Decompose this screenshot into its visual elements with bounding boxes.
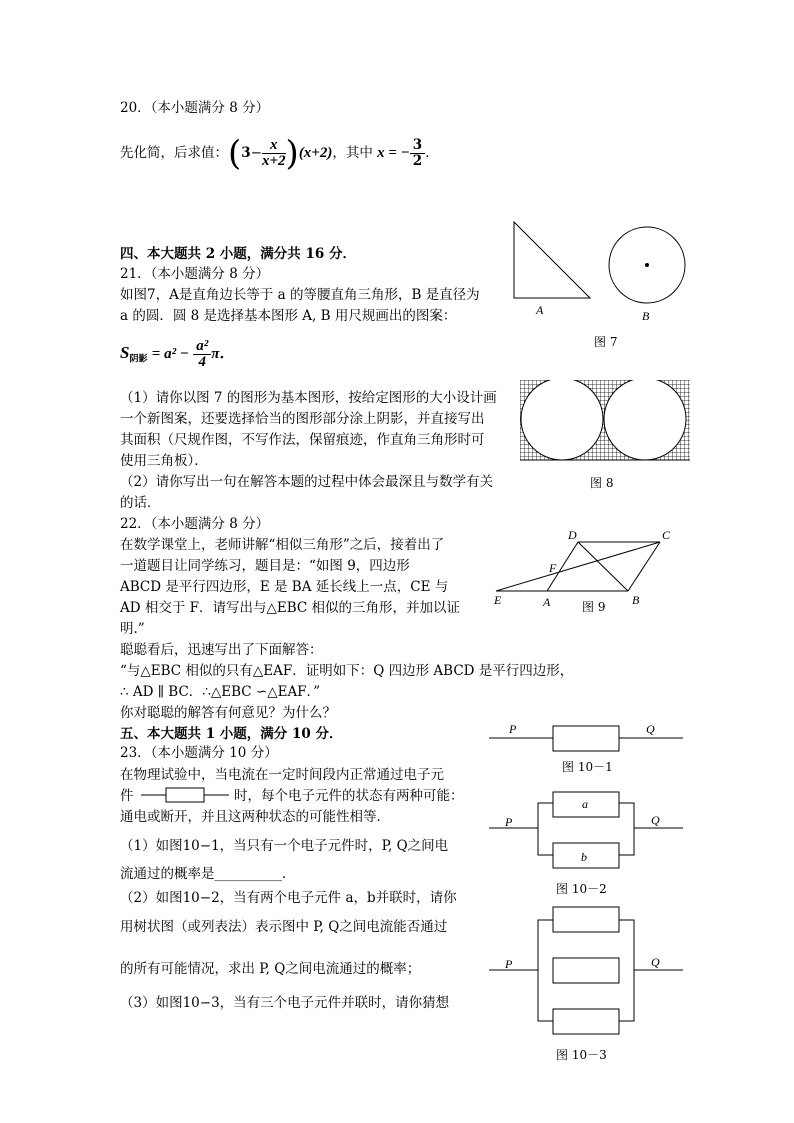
q22-line7: “与△EBC 相似的只有△EAF．证明如下：Q 四边形 ABCD 是平行四边形， bbox=[120, 663, 574, 679]
q23-part2-line1: （2）如图10−2，当有两个电子元件 a，b并联时，请你 bbox=[120, 890, 457, 906]
fig9-point-f: F bbox=[549, 561, 557, 575]
q22-line4: AD 相交于 F．请写出与△EBC 相似的三角形，并加以证 bbox=[120, 600, 461, 616]
q21-part1-line2: 一个新图案，还要选择恰当的图形部分涂上阴影，并直接写出 bbox=[120, 411, 485, 427]
fig10-3-element-3 bbox=[553, 1009, 619, 1034]
q20-frac-den: x+2 bbox=[261, 153, 286, 169]
fig10-1-caption: 图 10－1 bbox=[562, 760, 613, 774]
fig7-label-b: B bbox=[642, 309, 650, 323]
q21-part1-line4: 使用三角板）． bbox=[120, 453, 208, 469]
fig10-2-p: P bbox=[505, 815, 513, 829]
q20-factor: (x+2) bbox=[298, 145, 333, 161]
fig9-point-d: D bbox=[568, 528, 577, 542]
q21-part2-line2: 的话． bbox=[120, 495, 161, 511]
fig9-line-db bbox=[578, 542, 628, 591]
q23-line2b: 时，每个电子元件的状态有两种可能： bbox=[234, 788, 464, 804]
inline-element-symbol bbox=[141, 788, 229, 802]
q20-x-eq: x = − bbox=[377, 145, 410, 161]
q23-line3: 通电或断开，并且这两种状态的可能性相等． bbox=[120, 809, 390, 825]
q21-formula-s: S bbox=[120, 343, 130, 362]
q20-frac-num: x bbox=[262, 138, 286, 154]
fig8-circle-right bbox=[604, 378, 686, 460]
fig10-3-element-1 bbox=[553, 907, 619, 932]
q22-line9: 你对聪聪的解答有何意见？为什么？ bbox=[120, 705, 336, 721]
fig10-3-q: Q bbox=[651, 955, 660, 969]
fig8-caption: 图 8 bbox=[590, 476, 614, 490]
section4-title: 四、本大题共 2 小题，满分共 16 分． bbox=[120, 246, 356, 262]
q23-part1-line2: 流通过的概率是__________． bbox=[120, 866, 296, 882]
q20-expression: 先化简，后求值：(3− $\frac{x}{x+2}$ )(x+2)，其中 x = − $\frac{3}{2}$ ． bbox=[120, 133, 439, 174]
q21-part2-line1: （2）请你写出一句在解答本题的过程中体会最深且与数学有关 bbox=[120, 474, 494, 490]
fig10-2-a: a bbox=[582, 797, 588, 811]
fig10-1-p: P bbox=[509, 722, 517, 736]
q21-part1-line1: （1）请你以图 7 的图形为基本图形，按给定图形的大小设计画 bbox=[120, 390, 497, 406]
fig8-circle-left bbox=[521, 378, 603, 460]
q23-part1-line1: （1）如图10−1，当只有一个电子元件时，P, Q之间电 bbox=[120, 838, 449, 854]
fig9-point-c: C bbox=[662, 528, 671, 542]
q23-part2-line2: 用树状图（或列表法）表示图中 P, Q之间电流能否通过 bbox=[120, 919, 448, 935]
fig9-line-ec bbox=[496, 542, 660, 591]
q20-period: ． bbox=[425, 145, 439, 161]
fig10-2-q: Q bbox=[651, 813, 660, 827]
q23-part2-line3: 的所有可能情况，求出 P, Q之间电流通过的概率； bbox=[120, 961, 421, 977]
q21-formula-den: 4 bbox=[198, 354, 206, 370]
q20-val-den: 2 bbox=[412, 153, 423, 169]
fig10-3-caption: 图 10－3 bbox=[556, 1048, 607, 1062]
fig9-line-bc bbox=[628, 542, 660, 591]
fig10-1-q: Q bbox=[646, 722, 655, 736]
q20-heading: 20．（本小题满分 8 分） bbox=[120, 100, 270, 116]
fig9-point-b: B bbox=[632, 593, 640, 607]
q22-line8: ∴ AD ∥ BC．∴△EBC ∽△EAF．” bbox=[120, 684, 321, 700]
figure-7 bbox=[514, 222, 685, 349]
fig9-point-a: A bbox=[543, 595, 551, 609]
fig10-3-element-2 bbox=[553, 958, 619, 983]
figure-10-3 bbox=[489, 907, 683, 1062]
q23-line2a: 件 bbox=[120, 788, 134, 804]
fig10-2-b: b bbox=[581, 850, 587, 864]
q23-line1: 在物理试验中，当电流在一定时间段内正常通过电子元 bbox=[120, 767, 444, 783]
section5-title: 五、本大题共 1 小题，满分 10 分． bbox=[120, 726, 343, 742]
q21-part1-line3: 其面积（尺规作图，不写作法，保留痕迹，作直角三角形时可 bbox=[120, 432, 485, 448]
fig10-1-element bbox=[553, 726, 619, 751]
fig10-2-caption: 图 10－2 bbox=[556, 882, 607, 896]
figure-10-1 bbox=[489, 722, 683, 774]
q20-val-num: 3 bbox=[410, 138, 425, 154]
figure-8 bbox=[515, 375, 695, 490]
q22-line6: 聪聪看后，迅速写出了下面解答： bbox=[120, 642, 323, 658]
fig7-label-a: A bbox=[536, 303, 544, 317]
q21-formula-tail: π． bbox=[211, 346, 235, 362]
q20-three: 3 bbox=[241, 145, 251, 161]
q21-line2: a 的圆．圆 8 是选择基本图形 A, B 用尺规画出的图案： bbox=[120, 308, 457, 324]
q22-line1: 在数学课堂上，老师讲解“相似三角形”之后，接着出了 bbox=[120, 537, 445, 553]
q20-prompt: 先化简，后求值： bbox=[120, 145, 228, 161]
fig7-caption: 图 7 bbox=[594, 335, 618, 349]
fig9-caption: 图 9 bbox=[582, 600, 606, 614]
fig7-triangle bbox=[514, 222, 590, 298]
q20-minus: − bbox=[250, 145, 262, 161]
fig9-point-e: E bbox=[494, 593, 502, 607]
q22-line2: 一道题目让同学练习，题目是：“如图 9，四边形 bbox=[120, 558, 410, 574]
q21-heading: 21．（本小题满分 8 分） bbox=[120, 266, 270, 282]
figure-9 bbox=[493, 528, 671, 614]
q20-where: ，其中 bbox=[332, 145, 373, 161]
q22-heading: 22．（本小题满分 8 分） bbox=[120, 516, 270, 532]
q21-line1: 如图7，A是直角边长等于 a 的等腰直角三角形，B 是直径为 bbox=[120, 287, 480, 303]
q23-part3-line1: （3）如图10−3，当有三个电子元件并联时，请你猜想 bbox=[120, 995, 450, 1011]
q23-heading: 23．（本小题满分 10 分） bbox=[120, 745, 278, 761]
figure-10-2 bbox=[489, 792, 683, 896]
q21-formula-eq: = a² − bbox=[151, 346, 189, 362]
fig10-3-p: P bbox=[505, 957, 513, 971]
q21-formula-sub: 阴影 bbox=[129, 354, 148, 365]
q22-line5: 明.” bbox=[120, 621, 145, 637]
q21-formula-num: a² bbox=[193, 339, 211, 355]
fig7-center-dot bbox=[645, 263, 649, 267]
q22-line3: ABCD 是平行四边形，E 是 BA 延长线上一点，CE 与 bbox=[120, 579, 449, 595]
